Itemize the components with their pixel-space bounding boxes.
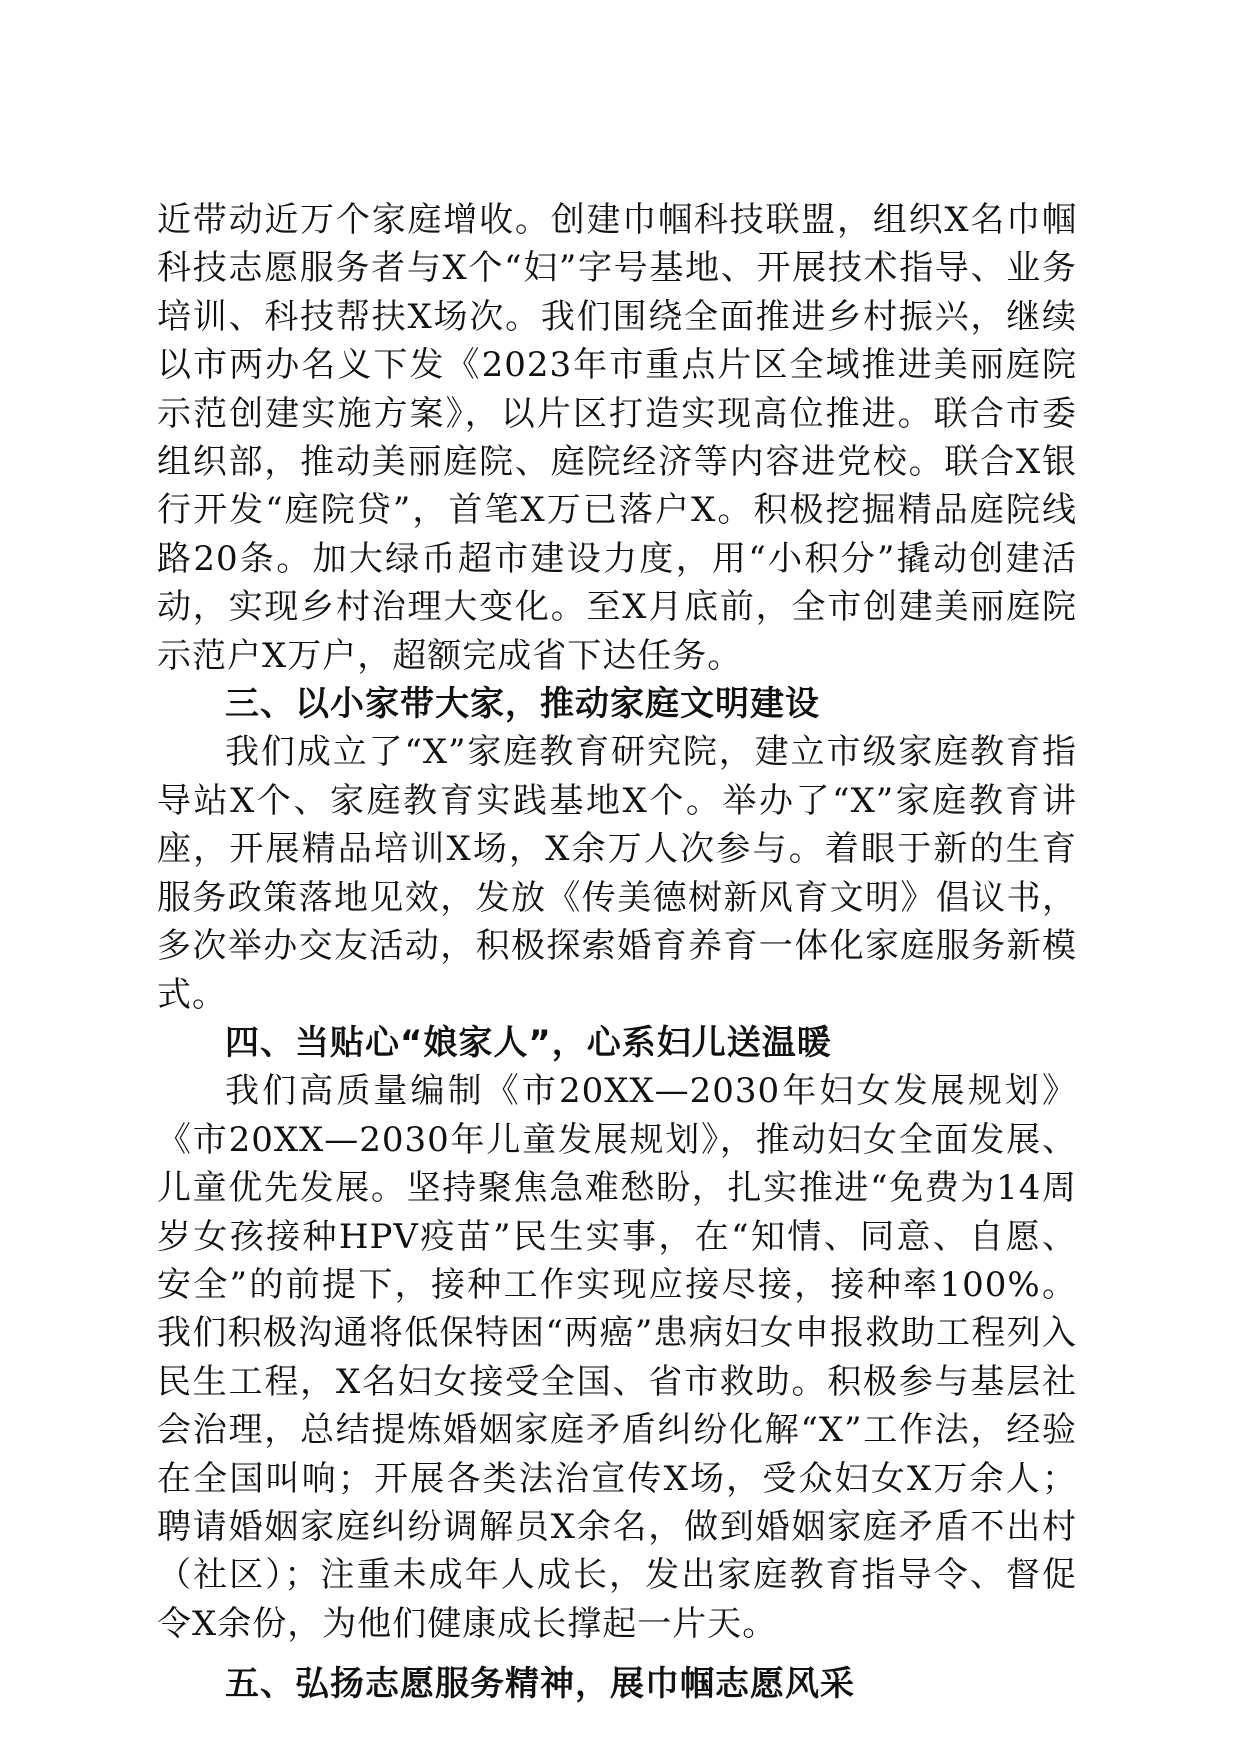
document-body xyxy=(157,196,1077,1709)
section-heading-5: 五、弘扬志愿服务精神，展巾帼志愿风采 xyxy=(225,1664,855,1705)
section-heading-4: 四、当贴心“娘家人”，心系妇儿送温暖 xyxy=(225,1022,832,1063)
section-paragraph-4: 我们高质量编制《市20XX—2030年妇女发展规划》《市20XX—2030年儿童发展规划》，推动妇女全面发展、儿童优先发展。坚持聚焦急难愁盼，扎实推进“免费为14周岁女孩接种HPV疫苗”民生实事，在“知情、同意、自愿、安全”的前提下，接种工作实现应接尽接，接种率100%。我们积极沟通将低保特困“两癌”患病妇女申报救助工程列入民生工程，X名妇女接受全国、省市救助。积极参与基层社会治理，总结提炼婚姻家庭矛盾纠纷化解“X”工作法，经验在全国叫响；开展各类法治宣传X场，受众妇女X万余人；聘请婚姻家庭纠纷调解员X余名，做到婚姻家庭矛盾不出村（社区）；注重未成年人成长，发出家庭教育指导令、督促令X余份，为他们健康成长撑起一片天。 xyxy=(157,1071,1077,1644)
section-heading-3: 三、以小家带大家，推动家庭文明建设 xyxy=(225,684,820,725)
continuation-paragraph: 近带动近万个家庭增收。创建巾帼科技联盟，组织X名巾帼科技志愿服务者与X个“妇”字号基地、开展技术指导、业务培训、科技帮扶X场次。我们围绕全面推进乡村振兴，继续以市两办名义下发《2023年市重点片区全域推进美丽庭院示范创建实施方案》，以片区打造实现高位推进。联合市委组织部，推动美丽庭院、庭院经济等内容进党校。联合X银行开发“庭院贷”，首笔X万已落户X。积极挖掘精品庭院线路20条。加大绿币超市建设力度，用“小积分”撬动创建活动，实现乡村治理大变化。至X月底前，全市创建美丽庭院示范户X万户，超额完成省下达任务。 xyxy=(157,200,1077,676)
section-paragraph-3: 我们成立了“X”家庭教育研究院，建立市级家庭教育指导站X个、家庭教育实践基地X个。举办了“X”家庭教育讲座，开展精品培训X场，X余万人次参与。着眼于新的生育服务政策落地见效，发放《传美德树新风育文明》倡议书，多次举办交友活动，积极探索婚育养育一体化家庭服务新模式。 xyxy=(157,732,1077,1015)
